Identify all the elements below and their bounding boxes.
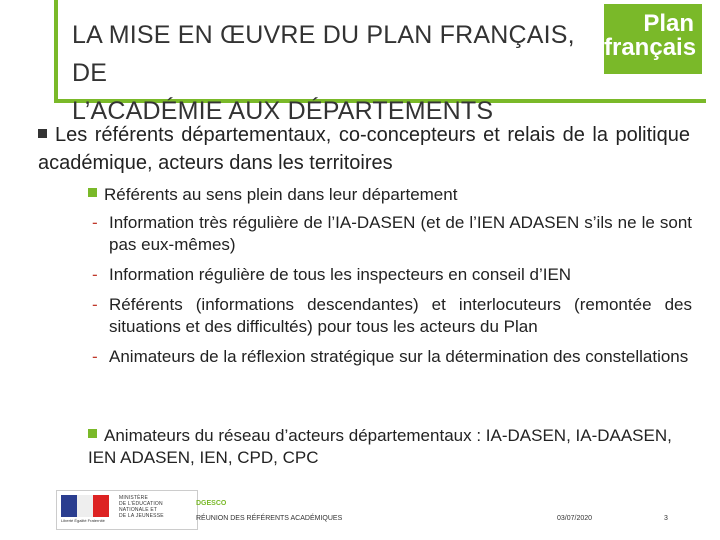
french-flag-icon: [61, 495, 109, 527]
sub-bullet-1: [88, 184, 457, 206]
ministry-logo: [56, 490, 198, 530]
list-item: [92, 212, 692, 256]
dash-bullet-icon: -: [92, 213, 98, 232]
sub-bullet-1-text: Référents au sens plein dans leur département: [104, 185, 458, 204]
sub-bullet-1-list: [92, 212, 692, 376]
square-bullet-icon: [88, 188, 97, 197]
page-number: 3: [664, 515, 668, 522]
square-bullet-icon: [88, 429, 97, 438]
slide-title: [72, 16, 612, 130]
dash-bullet-icon: -: [92, 265, 98, 284]
title-line-2: L’ACADÉMIE AUX DÉPARTEMENTS: [72, 97, 494, 125]
plan-francais-logo: [604, 4, 702, 74]
flag-motto: Liberté Égalité Fraternité: [61, 518, 105, 523]
sub-bullet-2: [88, 425, 698, 469]
main-bullet-text: Les référents départementaux, co-concepteurs et relais de la politique académique, acteurs dans les territoires: [38, 124, 690, 174]
square-bullet-icon: [38, 129, 47, 138]
main-bullet: [38, 121, 690, 177]
footer-org: DGESCO: [196, 500, 227, 507]
footer-date: 03/07/2020: [557, 515, 593, 522]
list-item: [92, 264, 692, 286]
ministry-name: MINISTÈRE DE L’ÉDUCATION NATIONALE ET DE LA JEUNESSE: [119, 495, 164, 519]
list-item: [92, 346, 692, 368]
list-item-text: Information régulière de tous les inspecteurs en conseil d’IEN: [109, 265, 572, 284]
list-item-text: Référents (informations descendantes) et interlocuteurs (remontée des situations et des difficultés) pour tous les acteurs du Plan: [109, 295, 692, 336]
footer-event: RÉUNION DES RÉFÉRENTS ACADÉMIQUES: [196, 515, 343, 522]
title-line-1: LA MISE EN ŒUVRE DU PLAN FRANÇAIS, DE: [72, 21, 575, 87]
list-item-text: Information très régulière de l’IA-DASEN (et de l’IEN ADASEN s’ils ne le sont pas eux-mêmes): [109, 213, 692, 254]
dash-bullet-icon: -: [92, 347, 98, 366]
logo-line-2: français: [604, 34, 697, 61]
dash-bullet-icon: -: [92, 295, 98, 314]
logo-line-1: Plan: [643, 10, 694, 37]
list-item: [92, 294, 692, 338]
sub-bullet-2-text: Animateurs du réseau d’acteurs départementaux : IA-DASEN, IA-DAASEN, IEN ADASEN, IEN, CPD, CPC: [88, 426, 672, 467]
list-item-text: Animateurs de la réflexion stratégique sur la détermination des constellations: [109, 347, 689, 366]
